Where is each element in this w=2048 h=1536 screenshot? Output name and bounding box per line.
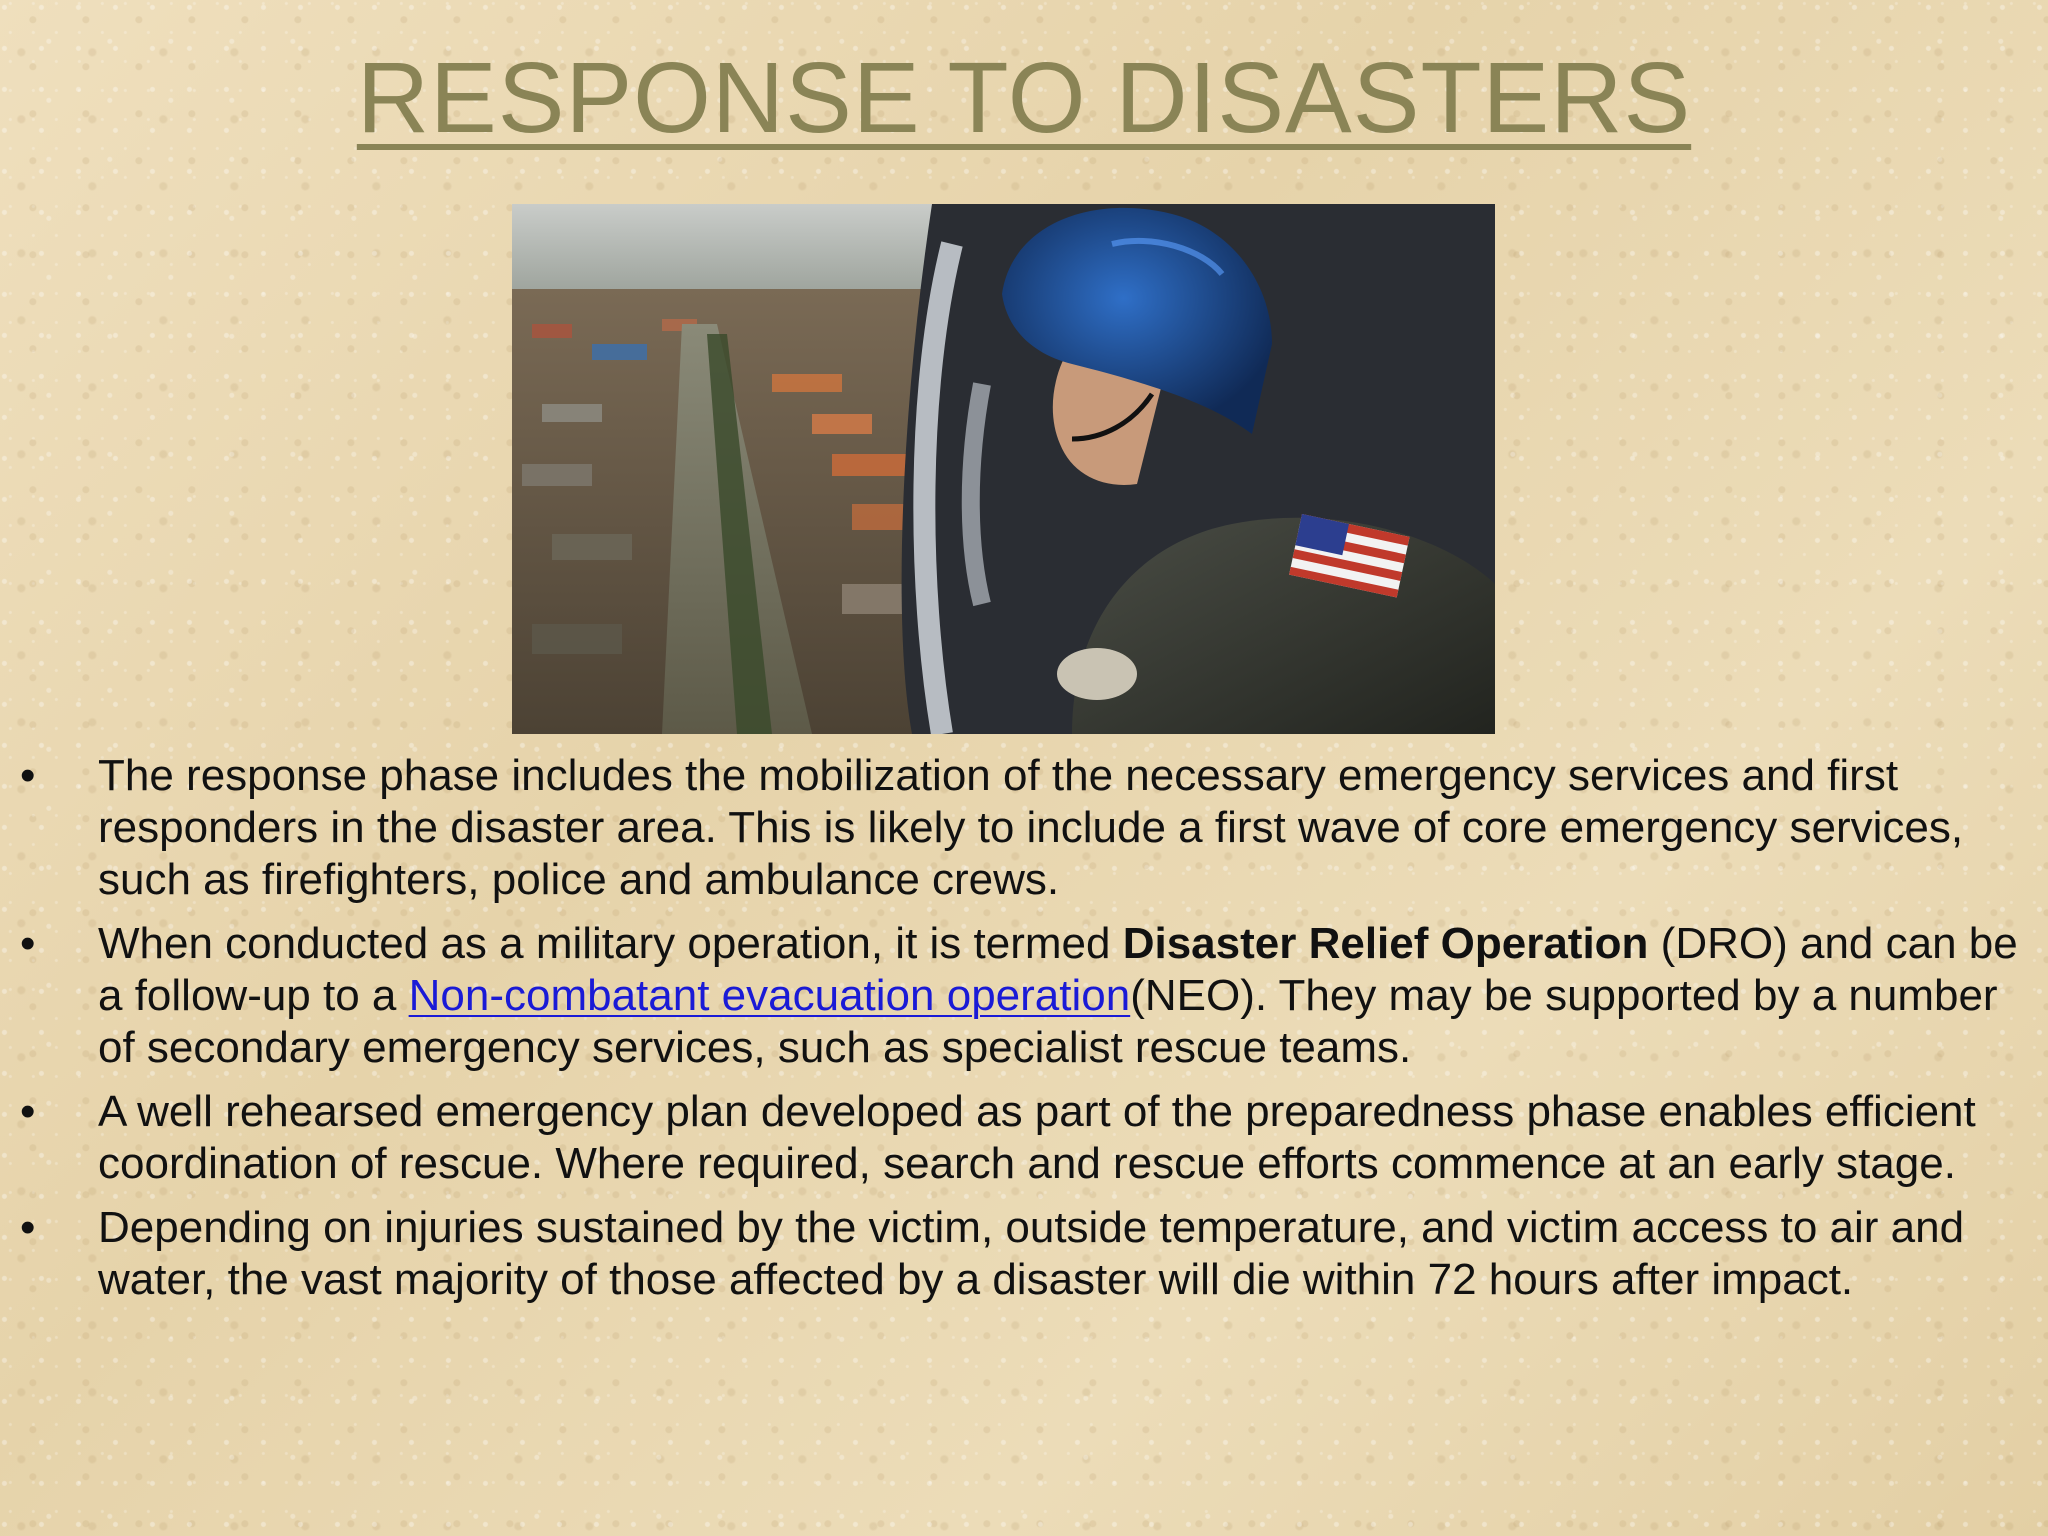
bullet-text-before: When conducted as a military operation, it is termed [98,919,1123,968]
disaster-photo-graphic [512,204,1495,734]
bullet-list [20,750,2020,1318]
slide-title-text: RESPONSE TO DISASTERS [356,42,1692,154]
bullet-text-middle: (DRO) and can be a follow-up to a [98,919,2018,1020]
bullet-item [20,750,2020,906]
bullet-text: Depending on injuries sustained by the victim, outside temperature, and victim access to air and water, the vast majority of those affected by a disaster will die within 72 hours after impact. [98,1203,1965,1304]
bullet-marker: • [20,751,36,800]
bullet-item [20,918,2020,1074]
bullet-item [20,1086,2020,1190]
bullet-text-after: (NEO). They may be supported by a number of secondary emergency services, such as specialist rescue teams. [98,971,1998,1072]
bullet-text: A well rehearsed emergency plan developed as part of the preparedness phase enables efficient coordination of rescue. Where required, search and rescue efforts commence at an early stage. [98,1087,1976,1188]
neo-link[interactable]: Non-combatant evacuation operation [408,971,1131,1020]
slide-title [0,38,2048,158]
bullet-marker: • [20,919,36,968]
bullet-bold-term: Disaster Relief Operation [1122,919,1649,968]
disaster-photo [512,204,1495,734]
bullet-text: The response phase includes the mobilization of the necessary emergency services and first responders in the disaster area. This is likely to include a first wave of core emergency services, such as firefighters, police and ambulance crews. [98,751,1964,904]
bullet-item [20,1202,2020,1306]
bullet-marker: • [20,1087,36,1136]
bullet-marker: • [20,1203,36,1252]
